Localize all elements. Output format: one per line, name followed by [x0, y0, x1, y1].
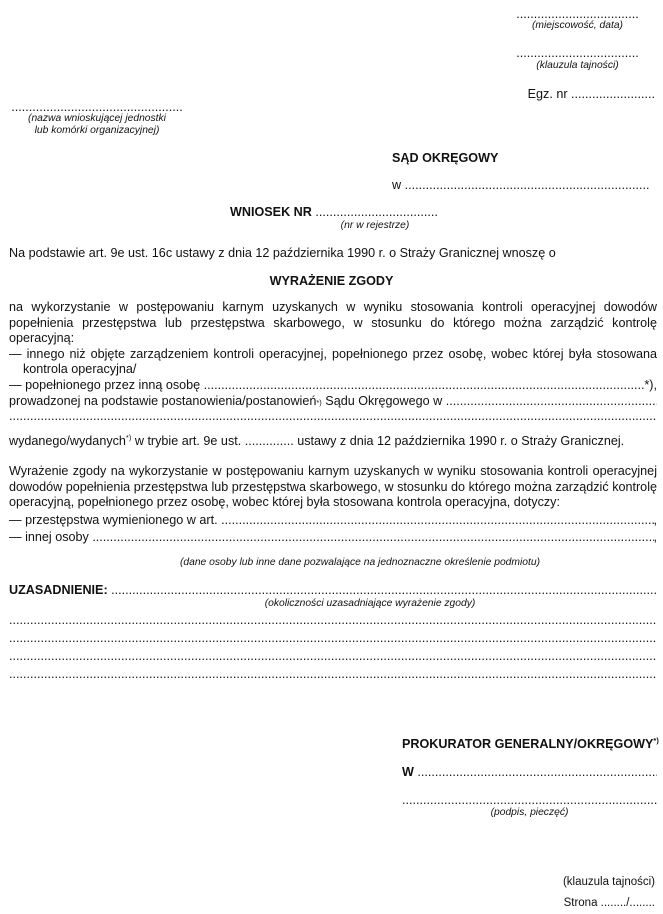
fill-dots [9, 409, 657, 425]
dash-item-other-person [9, 378, 657, 394]
intro-text: Na podstawie art. 9e ust. 16c ustawy z dnia 12 października 1990 r. o Straży Granicznej wnoszę o [9, 246, 556, 260]
footnote-marker: *) [125, 433, 132, 442]
consent-paragraph: na wykorzystanie w postępowaniu karnym uzyskanych w wyniku stosowania kontroli operacyjnej dowodów popełnienia przestępstwa lub przestępstwa skarbowego, w stosunku do którego można zarządzić kontrolę operacyjną: [9, 300, 657, 346]
dash-item-person [9, 530, 657, 546]
dash-item-other-person-label: — popełnionego przez inną osobę [9, 377, 201, 392]
person-caption: (dane osoby lub inne dane pozwalające na jednoznaczne określenie podmiotu) [179, 557, 541, 568]
justification-label: UZASADNIENIE: [9, 583, 108, 597]
scope-body [9, 464, 657, 546]
page-number: Strona ......../........ [563, 897, 655, 909]
justification-blank-line [9, 632, 657, 646]
comma: , [653, 512, 657, 527]
fill-dots [221, 513, 653, 529]
justification-blank-line [9, 650, 657, 664]
issued-line [9, 435, 657, 449]
unit-caption-line1: (nazwa wnioskującej jednostki [28, 113, 166, 124]
issued-rest: w trybie art. 9e ust. .............. ustawy z dnia 12 października 1990 r. o Straży Granicznej. [134, 434, 625, 448]
blank-line [9, 409, 657, 425]
basis-line: prowadzonej na podstawie postanowienia/postanowień *) Sądu Okręgowego w ..... [9, 394, 657, 410]
unit-caption-line2: lub komórki organizacyjnej) [34, 125, 160, 136]
dash-item-other-offence: — innego niż objęte zarządzeniem kontroli operacyjnej, popełnionego przez osobę, wobec której była stosowana kontrola operacyjna/ [9, 346, 657, 377]
prosecutor-location [402, 766, 657, 780]
footer-clause: (klauzula tajności) [562, 876, 655, 888]
request-label: WNIOSEK NR [230, 205, 312, 219]
signature-caption: (podpis, pieczęć) [490, 807, 569, 818]
prosecutor-w-label: W [402, 765, 414, 779]
consent-body [9, 300, 657, 425]
request-number [230, 206, 438, 220]
copy-number: Egz. nr ........................ [527, 87, 655, 101]
comma: , [653, 530, 657, 545]
request-caption: (nr w rejestrze) [340, 220, 410, 231]
footnote-marker: *) [653, 736, 659, 745]
fill-dots [9, 668, 657, 682]
prosecutor-title [402, 738, 659, 752]
fill-dots [446, 394, 657, 410]
fill-dots [92, 530, 653, 546]
fill-dots [9, 650, 657, 664]
fill-dots [111, 584, 657, 598]
section-title: WYRAŻENIE ZGODY [269, 274, 394, 288]
justification-blank-line [9, 614, 657, 628]
court-title: SĄD OKRĘGOWY [392, 151, 499, 165]
basis-label: prowadzonej na podstawie postanowienia/postanowień [9, 393, 317, 408]
fill-dots [204, 378, 645, 394]
fill-dots [417, 766, 657, 780]
request-dots: ................................... [315, 205, 438, 219]
justification-caption: (okoliczności uzasadniające wyrażenie zgody) [264, 598, 476, 609]
footnote-marker: *), [644, 377, 657, 392]
unit-name-dots: ................................................. [11, 100, 183, 114]
place-date-dots: ................................... [516, 7, 639, 21]
place-date-caption: (miejscowość, data) [532, 20, 623, 31]
clause-caption: (klauzula tajności) [536, 60, 619, 71]
basis-court-label: Sądu Okręgowego w [325, 393, 443, 408]
fill-dots [9, 614, 657, 628]
dash-item-article [9, 513, 657, 529]
court-location: w ...................................................................... [392, 178, 650, 192]
signature-dots: ......................................................................... [402, 793, 658, 807]
fill-dots [9, 632, 657, 646]
clause-dots: ................................... [516, 46, 639, 60]
dash-item-person-label: — innej osoby [9, 530, 89, 545]
justification-line [9, 584, 657, 598]
issued-label: wydanego/wydanych [9, 434, 126, 448]
dash-item-article-label: — przestępstwa wymienionego w art. [9, 512, 218, 527]
prosecutor-title-text: PROKURATOR GENERALNY/OKRĘGOWY [402, 737, 654, 751]
scope-paragraph: Wyrażenie zgody na wykorzystanie w postępowaniu karnym uzyskanych w wyniku stosowania kontroli operacyjnej dowodów popełnienia przestępstwa lub przestępstwa skarbowego, w stosunku do którego można zarządzić kontrolę operacyjną, popełnionego przez osobę, wobec której była stosowana kontrola operacyjna, dotyczy: [9, 464, 657, 510]
justification-blank-line [9, 668, 657, 682]
